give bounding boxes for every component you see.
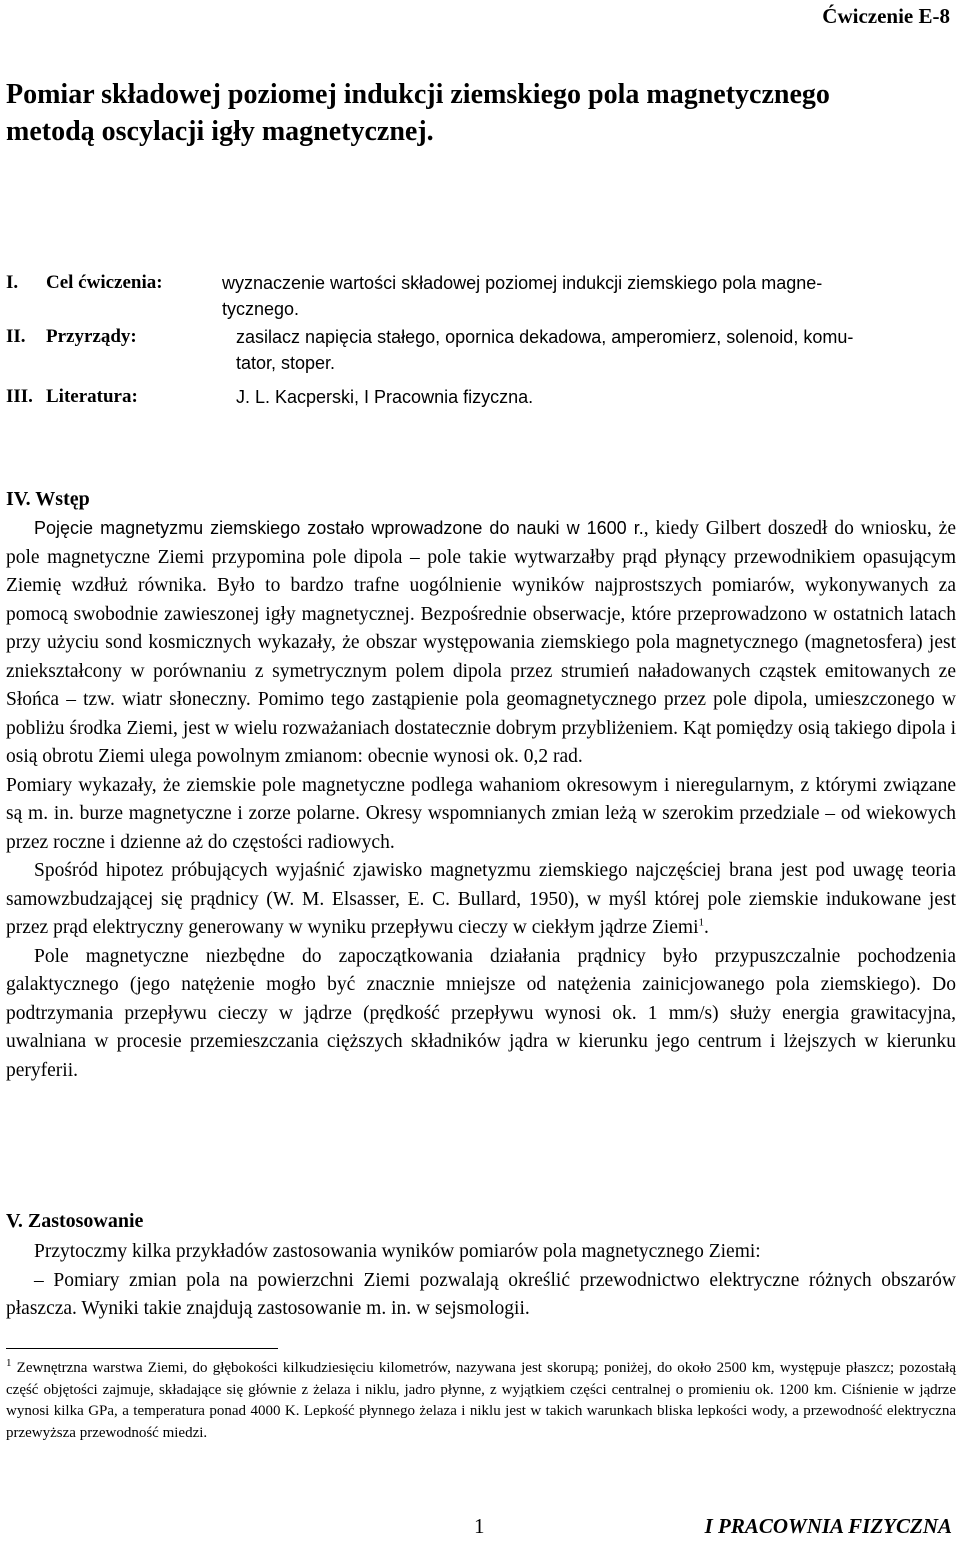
intro-paragraph-4: Pole magnetyczne niezbędne do zapoczątkowania działania prądnicy było przypuszczalnie pochodzenia galaktycznego (jego natężenie mogło być znacznie mniejsze od natężenia zainicjowanego pola ziemskiego). Do podtrzymania przepływu cieczy w jądrze (prędkość przepływu wynosi ok. 1 mm/s) służy energia grawitacyjna, uwalniana w procesie przemieszczania cięższych składników jądra w kierunku jego centrum i lżejszych w kierunku peryferii. [6, 945, 956, 1081]
footer-brand: I PRACOWNIA FIZYCZNA [704, 1514, 952, 1538]
applications-list-item: – Pomiary zmian pola na powierzchni Ziemi pozwalają określić przewodnictwo elektryczne różnych obszarów płaszcza. Wyniki takie znajdują zastosowanie m. in. w sejsmologii. [6, 1269, 956, 1319]
footnote-mark: 1 [6, 1357, 12, 1369]
intro-sans-fragment: Pojęcie magnetyzmu ziemskiego zostało wprowadzone do nauki w 1600 r. [34, 518, 644, 538]
meta-equipment-label: Przyrządy: [46, 326, 137, 347]
meta-literature-value: J. L. Kacperski, I Pracownia fizyczna. [236, 387, 534, 407]
footnote [6, 1358, 956, 1444]
page-number: 1 [474, 1514, 485, 1538]
intro-paragraph-3-text: Spośród hipotez próbujących wyjaśnić zjawisko magnetyzmu ziemskiego najczęściej brana jest pod uwagę teoria samowzbudzającej się prądnicy (W. M. Elsasser, E. C. Bullard, 1950), w myśl której pole ziemskie indukowane jest przez prąd elektryczny generowany w wyniku przepływu cieczy w ciekłym jądrze Ziemi [6, 860, 956, 938]
intro-paragraph-3-end: . [704, 917, 709, 938]
section-heading-intro: IV. Wstęp [6, 488, 90, 510]
document-title [6, 76, 956, 150]
meta-aim-value: wyznaczenie wartości składowej poziomej indukcji ziemskiego pola magne- tycznego. [222, 273, 823, 319]
meta-aim-number: I. [6, 272, 19, 293]
intro-body [6, 514, 956, 1085]
meta-aim-label: Cel ćwiczenia: [46, 272, 163, 293]
meta-equipment-number: II. [6, 326, 26, 347]
title-line-2: metodą oscylacji igły magnetycznej. [6, 116, 434, 147]
intro-paragraph-1-rest: , kiedy Gilbert doszedł do wniosku, że pole magnetyczne Ziemi przypomina pole dipola – pole takie wytwarzałby prąd płynący przewodnikiem opasującym Ziemię wzdłuż równika. Było to bardzo trafne uogólnienie wyników najprostszych pomiarów, wykonywanych za pomocą swobodnie zawieszonej igły magnetycznej. Bezpośrednie obserwacje, które przeprowadzono w ostatnich latach przy użyciu sond kosmicznych wykazały, że obszar występowania ziemskiego pola magnetycznego (magnetosfera) jest zniekształcony w porównaniu z symetrycznym polem dipola przez strumień naładowanych cząstek emitowanych ze Słońca – tzw. wiatr słoneczny. Pomimo tego zastąpienie pola geomagnetycznego przez pole dipola, umieszczonego w pobliżu środka Ziemi, jest w wielu rozważaniach dostatecznie dobrym przybliżeniem. Kąt pomiędzy osią takiego dipola i osią obrotu Ziemi ulega powolnym zmianom: obecnie wynosi ok. 0,2 rad. [6, 518, 956, 767]
footnote-divider [6, 1348, 278, 1349]
footnote-reference: 1 [698, 916, 704, 929]
applications-paragraph-1: Przytoczmy kilka przykładów zastosowania wyników pomiarów pola magnetycznego Ziemi: [34, 1241, 761, 1262]
applications-body [6, 1238, 956, 1324]
section-heading-applications: V. Zastosowanie [6, 1210, 144, 1232]
footnote-text: Zewnętrzna warstwa Ziemi, do głębokości kilkudziesięciu kilometrów, nazywana jest skorupą; poniżej, do około 2500 km, występuje płaszcz; pozostałą część objętości zajmuje, składające się głównie z żelaza i niklu, jadro płynne, z wyjątkiem części centralnej o promieniu ok. 1200 km. Ciśnienie w jądrze wynosi kilka GPa, a temperatura ponad 4000 K. Lepkość płynnego żelaza i niklu jest w takich warunkach bliska lepkości wody, a przewodność elektryczna przewyższa przewodność miedzi. [6, 1360, 956, 1441]
intro-paragraph-3 [6, 857, 956, 943]
intro-paragraph-1 [6, 514, 956, 772]
meta-equipment-value: zasilacz napięcia stałego, opornica dekadowa, amperomierz, solenoid, komu- tator, stoper. [236, 327, 854, 373]
meta-literature-number: III. [6, 386, 33, 407]
meta-literature-label: Literatura: [46, 386, 138, 407]
title-line-1: Pomiar składowej poziomej indukcji ziemskiego pola magnetycznego [6, 79, 830, 110]
exercise-header: Ćwiczenie E-8 [822, 4, 950, 28]
intro-paragraph-2: Pomiary wykazały, że ziemskie pole magnetyczne podlega wahaniom okresowym i nieregularnym, z którymi związane są m. in. burze magnetyczne i zorze polarne. Okresy wspomnianych zmian leżą w szerokim przedziale – od wiekowych przez roczne i dzienne aż do częstości radiowych. [6, 774, 956, 853]
